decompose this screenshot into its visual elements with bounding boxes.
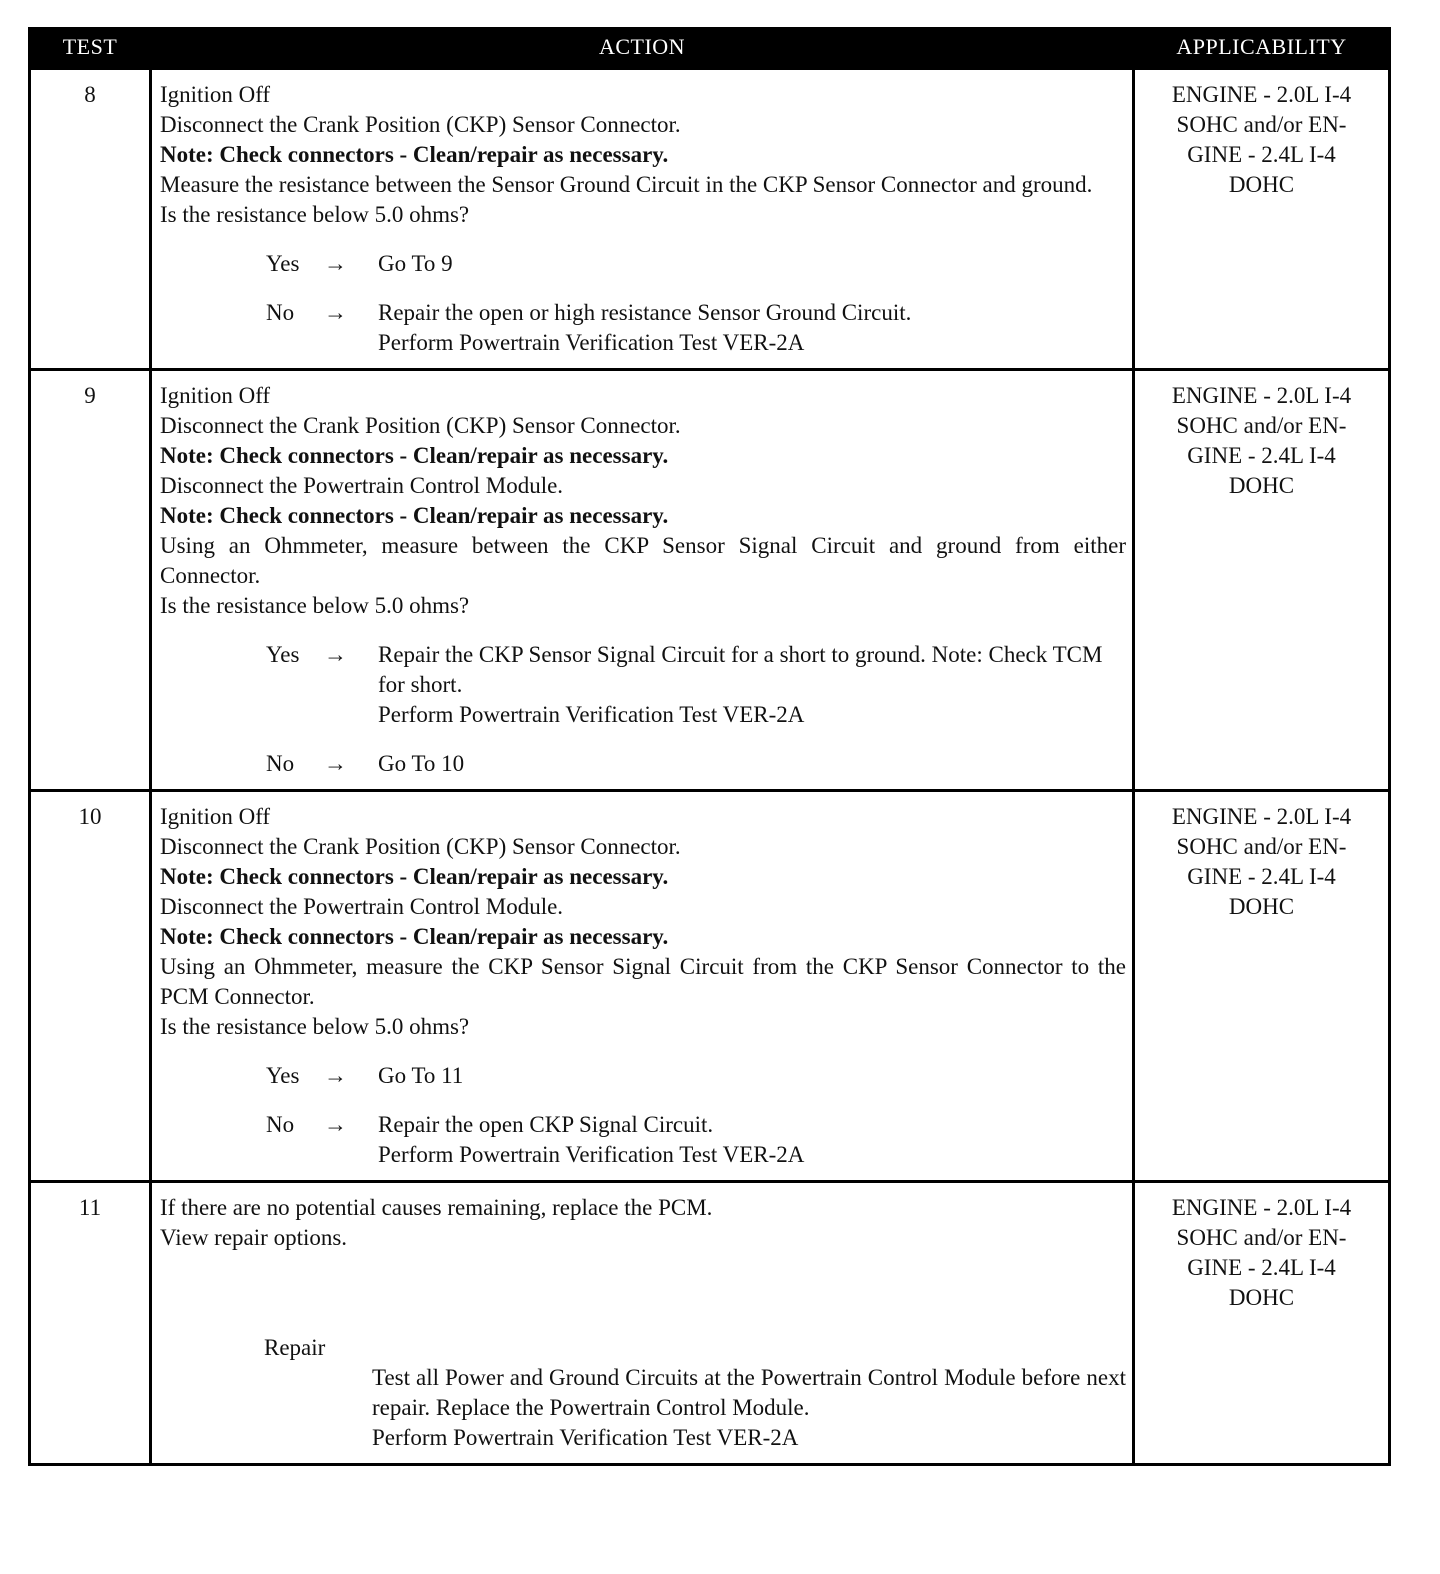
result-text: Go To 10 — [378, 751, 465, 776]
question-text: Is the resistance below 5.0 ohms? — [160, 202, 470, 227]
header-applicability: APPLICABILITY — [1134, 27, 1390, 69]
arrow-right-icon: → — [324, 642, 347, 667]
result-text: Repair the open or high resistance Sensor Ground Circuit. — [378, 300, 912, 325]
test-number: 8 — [30, 69, 151, 370]
step-text: Disconnect the Crank Position (CKP) Sensor Connector. — [160, 834, 681, 859]
applicability-text: SOHC and/or EN- — [1176, 1225, 1347, 1250]
table-row — [30, 69, 1390, 370]
result-text: Go To 11 — [378, 1063, 464, 1088]
note-text: Note: Check connectors - Clean/repair as necessary. — [160, 503, 669, 528]
yes-label: Yes — [266, 251, 300, 276]
no-result — [378, 1110, 1126, 1170]
applicability-text: ENGINE - 2.0L I-4 — [1171, 82, 1352, 107]
no-label: No — [266, 751, 295, 776]
table-row — [30, 791, 1390, 1182]
applicability-text: ENGINE - 2.0L I-4 — [1171, 1195, 1352, 1220]
step-text: Using an Ohmmeter, measure the CKP Sensor Signal Circuit from the CKP Sensor Connector to the PCM Connector. — [160, 954, 1126, 1009]
question-text: Is the resistance below 5.0 ohms? — [160, 1014, 470, 1039]
table-row — [30, 1182, 1390, 1465]
applicability-text: SOHC and/or EN- — [1176, 112, 1347, 137]
no-branch — [160, 749, 1126, 779]
applicability-cell — [1134, 1182, 1390, 1465]
yes-branch — [160, 640, 1126, 730]
result-text: Go To 9 — [378, 251, 453, 276]
applicability-cell — [1134, 370, 1390, 791]
result-text: Repair the open CKP Signal Circuit. — [378, 1112, 714, 1137]
step-text: Measure the resistance between the Sensor Ground Circuit in the CKP Sensor Connector and ground. — [160, 172, 1093, 197]
applicability-text: GINE - 2.4L I-4 — [1187, 142, 1336, 167]
arrow-right-icon: → — [324, 751, 347, 776]
no-result — [378, 298, 1126, 358]
arrow-right-icon: → — [324, 1063, 347, 1088]
diagnostic-table-sheet — [28, 27, 1388, 1466]
action-cell — [151, 1182, 1134, 1465]
applicability-text: SOHC and/or EN- — [1176, 413, 1347, 438]
repair-text: Perform Powertrain Verification Test VER-2A — [372, 1425, 799, 1450]
yes-result — [378, 249, 1126, 279]
yes-label: Yes — [266, 642, 300, 667]
applicability-text: GINE - 2.4L I-4 — [1187, 864, 1336, 889]
applicability-cell — [1134, 791, 1390, 1182]
step-text: Disconnect the Powertrain Control Module. — [160, 473, 564, 498]
yes-branch — [160, 1061, 1126, 1091]
header-test: TEST — [30, 27, 151, 69]
step-text: Using an Ohmmeter, measure between the CKP Sensor Signal Circuit and ground from either Connector. — [160, 533, 1126, 588]
applicability-text: GINE - 2.4L I-4 — [1187, 443, 1336, 468]
note-text: Note: Check connectors - Clean/repair as necessary. — [160, 142, 669, 167]
note-text: Note: Check connectors - Clean/repair as necessary. — [160, 443, 669, 468]
applicability-text: ENGINE - 2.0L I-4 — [1171, 383, 1352, 408]
no-result — [378, 749, 1126, 779]
yes-result — [378, 1061, 1126, 1091]
question-text: Is the resistance below 5.0 ohms? — [160, 593, 470, 618]
applicability-text: SOHC and/or EN- — [1176, 834, 1347, 859]
spacer — [160, 1253, 1126, 1313]
applicability-text: ENGINE - 2.0L I-4 — [1171, 804, 1352, 829]
arrow-right-icon: → — [324, 300, 347, 325]
result-text: Perform Powertrain Verification Test VER-2A — [378, 330, 805, 355]
applicability-text: DOHC — [1228, 894, 1295, 919]
test-number: 10 — [30, 791, 151, 1182]
applicability-text: GINE - 2.4L I-4 — [1187, 1255, 1336, 1280]
header-row — [30, 27, 1390, 69]
action-cell — [151, 69, 1134, 370]
action-cell — [151, 370, 1134, 791]
no-label: No — [266, 300, 295, 325]
step-text: Disconnect the Powertrain Control Module. — [160, 894, 564, 919]
applicability-text: DOHC — [1228, 172, 1295, 197]
yes-branch — [160, 249, 1126, 279]
applicability-cell — [1134, 69, 1390, 370]
header-action: ACTION — [151, 27, 1134, 69]
table-row — [30, 370, 1390, 791]
applicability-text: DOHC — [1228, 473, 1295, 498]
step-text: Ignition Off — [160, 383, 271, 408]
note-text: Note: Check connectors - Clean/repair as necessary. — [160, 864, 669, 889]
no-branch — [160, 1110, 1126, 1170]
step-text: Disconnect the Crank Position (CKP) Sensor Connector. — [160, 413, 681, 438]
diagnostic-table — [28, 27, 1391, 1466]
step-text: Disconnect the Crank Position (CKP) Sensor Connector. — [160, 112, 681, 137]
test-number: 9 — [30, 370, 151, 791]
step-text: Ignition Off — [160, 804, 271, 829]
yes-label: Yes — [266, 1063, 300, 1088]
step-text: If there are no potential causes remaining, replace the PCM. — [160, 1195, 713, 1220]
result-text: Repair the CKP Sensor Signal Circuit for a short to ground. Note: Check TCM for short. — [378, 642, 1103, 697]
step-text: View repair options. — [160, 1225, 348, 1250]
arrow-right-icon: → — [324, 1112, 347, 1137]
applicability-text: DOHC — [1228, 1285, 1295, 1310]
arrow-right-icon: → — [324, 251, 347, 276]
result-text: Perform Powertrain Verification Test VER-2A — [378, 702, 805, 727]
note-text: Note: Check connectors - Clean/repair as necessary. — [160, 924, 669, 949]
step-text: Ignition Off — [160, 82, 271, 107]
repair-label: Repair — [264, 1335, 326, 1360]
no-label: No — [266, 1112, 295, 1137]
yes-result — [378, 640, 1126, 730]
repair-text: Test all Power and Ground Circuits at the Powertrain Control Module before next repair. Replace the Powertrain Control Module. — [372, 1365, 1126, 1420]
test-number: 11 — [30, 1182, 151, 1465]
action-cell — [151, 791, 1134, 1182]
no-branch — [160, 298, 1126, 358]
result-text: Perform Powertrain Verification Test VER-2A — [378, 1142, 805, 1167]
